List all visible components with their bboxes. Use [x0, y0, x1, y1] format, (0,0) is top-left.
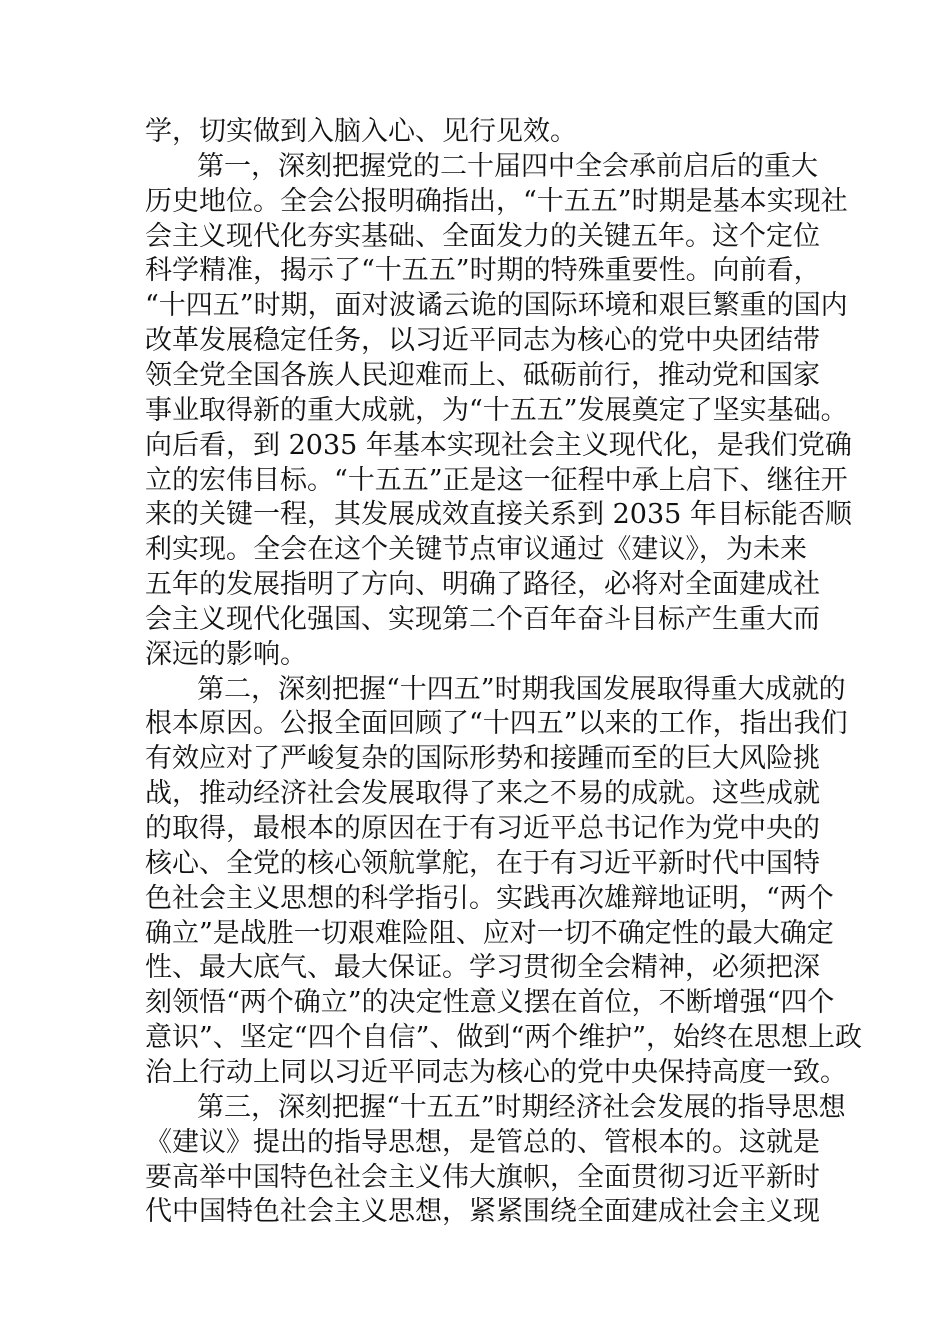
text-line: 深远的影响。 [145, 638, 307, 670]
text-line: 有效应对了严峻复杂的国际形势和接踵而至的巨大风险挑 [145, 743, 820, 775]
text-line: 第三，深刻把握“十五五”时期经济社会发展的指导思想 [197, 1091, 846, 1123]
text-line: 要高举中国特色社会主义伟大旗帜，全面贯彻习近平新时 [145, 1161, 820, 1193]
text-line: 代中国特色社会主义思想，紧紧围绕全面建成社会主义现 [145, 1196, 820, 1228]
text-line: “十四五”时期，面对波谲云诡的国际环境和艰巨繁重的国内 [145, 290, 848, 322]
text-line: 确立”是战胜一切艰难险阻、应对一切不确定性的最大确定 [145, 917, 834, 949]
text-line: 战，推动经济社会发展取得了来之不易的成就。这些成就 [145, 778, 820, 810]
text-line: 会主义现代化强国、实现第二个百年奋斗目标产生重大而 [145, 603, 820, 635]
text-line: 来的关键一程，其发展成效直接关系到 2035 年目标能否顺 [145, 499, 852, 531]
text-line: 核心、全党的核心领航掌舵，在于有习近平新时代中国特 [145, 847, 820, 879]
text-line: 向后看，到 2035 年基本实现社会主义现代化，是我们党确 [145, 429, 852, 461]
text-line: 《建议》提出的指导思想，是管总的、管根本的。这就是 [145, 1126, 820, 1158]
text-line: 第一，深刻把握党的二十届四中全会承前启后的重大 [197, 150, 818, 182]
text-line: 会主义现代化夯实基础、全面发力的关键五年。这个定位 [145, 220, 820, 252]
text-line: 第二，深刻把握“十四五”时期我国发展取得重大成就的 [197, 673, 846, 705]
text-line: 事业取得新的重大成就，为“十五五”发展奠定了坚实基础。 [145, 394, 848, 426]
text-line: 科学精准，揭示了“十五五”时期的特殊重要性。向前看， [145, 255, 821, 287]
text-line: 领全党全国各族人民迎难而上、砥砺前行，推动党和国家 [145, 359, 820, 391]
text-line: 的取得，最根本的原因在于有习近平总书记作为党中央的 [145, 813, 820, 844]
text-line: 利实现。全会在这个关键节点审议通过《建议》，为未来 [145, 534, 807, 566]
text-line: 五年的发展指明了方向、明确了路径，必将对全面建成社 [145, 569, 820, 601]
text-line: 色社会主义思想的科学指引。实践再次雄辩地证明，“两个 [145, 882, 834, 914]
text-line: 根本原因。公报全面回顾了“十四五”以来的工作，指出我们 [145, 708, 848, 740]
text-line: 立的宏伟目标。“十五五”正是这一征程中承上启下、继往开 [145, 464, 848, 496]
text-line: 性、最大底气、最大保证。学习贯彻全会精神，必须把深 [145, 952, 820, 984]
text-line: 改革发展稳定任务，以习近平同志为核心的党中央团结带 [145, 325, 820, 357]
text-line: 刻领悟“两个确立”的决定性意义摆在首位，不断增强“四个 [145, 987, 835, 1019]
text-line: 学，切实做到入脑入心、见行见效。 [145, 116, 577, 147]
text-line: 历史地位。全会公报明确指出，“十五五”时期是基本实现社 [145, 185, 848, 217]
text-line: 意识”、坚定“四个自信”、做到“两个维护”，始终在思想上政 [145, 1022, 863, 1054]
text-line: 治上行动上同以习近平同志为核心的党中央保持高度一致。 [145, 1056, 847, 1088]
